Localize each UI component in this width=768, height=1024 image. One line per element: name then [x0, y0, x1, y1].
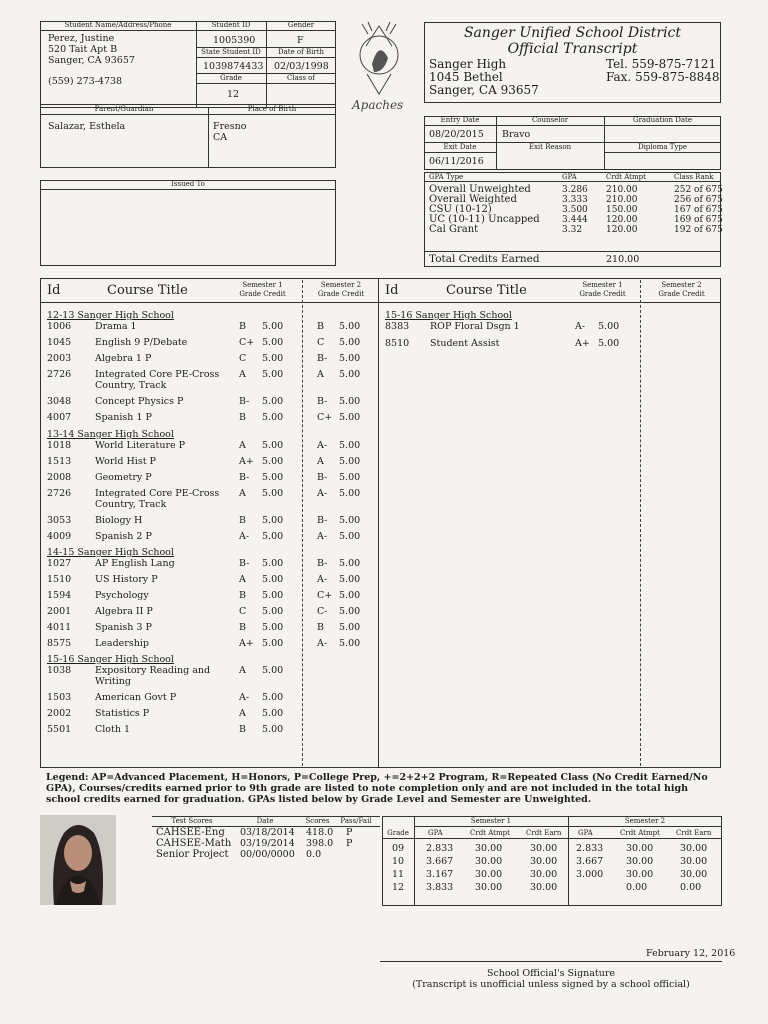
- sem1-grade: A+: [239, 456, 254, 467]
- sem1-grade: C: [239, 606, 247, 617]
- header-test-date: Date: [256, 817, 274, 825]
- sem2-credit: 5.00: [339, 606, 361, 617]
- student-address-2: Sanger, CA 93657: [48, 55, 135, 66]
- sem1-credits-attempted: 30.00: [475, 882, 503, 893]
- header-issued-to: Issued To: [40, 180, 336, 190]
- sem2-grade: A: [317, 369, 324, 380]
- sem1-credit: 5.00: [262, 606, 284, 617]
- sem2-gpa: 3.000: [576, 869, 604, 880]
- course-title: American Govt P: [95, 692, 177, 703]
- term-heading: 15-16 Sanger High School: [47, 654, 174, 665]
- sem2-credit: 5.00: [339, 622, 361, 633]
- course-row: [47, 708, 377, 719]
- sem1-credit: 5.00: [262, 665, 284, 676]
- header-pass-fail: Pass/Fail: [340, 817, 372, 825]
- issued-to-box: [40, 180, 336, 266]
- sem2-grade: B-: [317, 472, 328, 483]
- course-title: Spanish 2 P: [95, 531, 152, 542]
- course-row: [47, 488, 377, 510]
- sem1-grade: C+: [239, 337, 255, 348]
- sem2-credit: 5.00: [339, 638, 361, 649]
- course-id: 8383: [385, 321, 410, 332]
- student-name: Perez, Justine: [48, 33, 115, 44]
- course-title: Spanish 1 P: [95, 412, 152, 423]
- header-sem1-crdt-atmpt: Crdt Atmpt: [470, 829, 510, 837]
- course-id: 5501: [47, 724, 72, 735]
- sem2-credits-earned: 0.00: [680, 882, 702, 893]
- header-exit-reason: Exit Reason: [528, 143, 572, 151]
- header-right-sem1: Semester 1: [582, 281, 623, 289]
- course-id: 1006: [47, 321, 72, 332]
- sem1-credit: 5.00: [262, 412, 284, 423]
- transcript-title: Official Transcript: [507, 41, 638, 57]
- course-id: 4009: [47, 531, 72, 542]
- course-row: [47, 412, 377, 423]
- gpa-type: CSU (10-12): [429, 204, 492, 215]
- sem1-credit: 5.00: [262, 724, 284, 735]
- header-student-name: Student Name/Address/Phone: [40, 21, 196, 31]
- sem2-grade: A-: [317, 488, 328, 499]
- course-row: [47, 692, 377, 703]
- sem1-grade: A+: [239, 638, 254, 649]
- place-of-birth-city: Fresno: [213, 121, 247, 132]
- total-credits-value: 210.00: [606, 254, 640, 265]
- sem2-gpa: 3.667: [576, 856, 604, 867]
- gender: F: [297, 35, 304, 46]
- sem2-credit: 5.00: [339, 590, 361, 601]
- term-heading: 13-14 Sanger High School: [47, 429, 174, 440]
- sem1-credits-earned: 30.00: [530, 882, 558, 893]
- sem2-grade: B-: [317, 396, 328, 407]
- grade-level: 12: [391, 882, 405, 893]
- gpa-class-rank: 169 of 675: [674, 215, 723, 225]
- course-title: Statistics P: [95, 708, 150, 719]
- sem2-credit: 5.00: [339, 574, 361, 585]
- issue-date: February 12, 2016: [646, 948, 736, 959]
- school-tel: Tel. 559-875-7121: [606, 57, 717, 71]
- sem1-credit: 5.00: [262, 396, 284, 407]
- sem2-credits-attempted: 30.00: [626, 869, 654, 880]
- sem2-credit: 5.00: [339, 558, 361, 569]
- course-row: [47, 337, 377, 348]
- header-sem1-gpa: GPA: [428, 829, 443, 837]
- sem1-grade: B: [239, 622, 246, 633]
- course-id: 1018: [47, 440, 72, 451]
- legend-text: Legend: AP=Advanced Placement, H=Honors, P=College Prep, +=2+2+2 Program, R=Repeated Class (No Credit Earned/No GPA), Courses/credits earned prior to 9th grade are listed to note completion only and are not included in the total high school credits earned for graduation. GPAs listed below by Grade Level and Semester are Unweighted.: [46, 772, 708, 805]
- course-title: Integrated Core PE-Cross Country, Track: [95, 369, 220, 391]
- header-grade-col: Grade: [387, 829, 409, 837]
- sem1-grade: C: [239, 353, 247, 364]
- course-title: Cloth 1: [95, 724, 131, 735]
- sem1-credit: 5.00: [262, 353, 284, 364]
- district-title: Sanger Unified School District: [463, 25, 682, 41]
- sem1-credit: 5.00: [262, 321, 284, 332]
- sem1-credit: 5.00: [262, 531, 284, 542]
- gpa-class-rank: 167 of 675: [674, 205, 723, 215]
- sem2-credit: 5.00: [339, 369, 361, 380]
- course-row: [47, 515, 377, 526]
- header-gpa-type: GPA Type: [429, 173, 464, 181]
- sem2-credits-earned: 30.00: [680, 843, 708, 854]
- course-row: [47, 724, 377, 735]
- course-id: 1513: [47, 456, 72, 467]
- sem2-credit: 5.00: [339, 488, 361, 499]
- sem1-gpa: 3.667: [426, 856, 454, 867]
- sem2-grade: C+: [317, 590, 333, 601]
- sem1-grade: A: [239, 665, 246, 676]
- sem1-credit: 5.00: [262, 638, 284, 649]
- sem2-grade: A: [317, 456, 324, 467]
- parent-guardian: Salazar, Esthela: [48, 121, 126, 132]
- apaches-logo: [348, 20, 410, 116]
- gpa-class-rank: 252 of 675: [674, 185, 723, 195]
- sem1-credits-attempted: 30.00: [475, 843, 503, 854]
- course-title: Integrated Core PE-Cross Country, Track: [95, 488, 220, 510]
- course-row: [47, 574, 377, 585]
- sem2-grade: B-: [317, 558, 328, 569]
- header-sem2-gpa: GPA: [578, 829, 593, 837]
- gpa-type: Overall Unweighted: [429, 184, 531, 195]
- sem1-credits-earned: 30.00: [530, 843, 558, 854]
- header-test-scores: Test Scores: [171, 817, 213, 825]
- course-id: 8510: [385, 338, 410, 349]
- gpa-value: 3.286: [562, 185, 588, 195]
- sem2-grade: B: [317, 622, 324, 633]
- sem1-grade: B-: [239, 472, 250, 483]
- course-title: World Literature P: [95, 440, 186, 451]
- course-title: Algebra II P: [95, 606, 153, 617]
- header-left-id: Id: [47, 283, 61, 298]
- header-gender: Gender: [266, 21, 336, 31]
- header-left-course-title: Course Title: [107, 283, 188, 298]
- course-title: US History P: [95, 574, 158, 585]
- sem2-credits-attempted: 30.00: [626, 843, 654, 854]
- course-row: [385, 321, 715, 332]
- course-id: 1027: [47, 558, 72, 569]
- sem1-credit: 5.00: [262, 369, 284, 380]
- sem1-grade: A: [239, 369, 246, 380]
- total-credits-label: Total Credits Earned: [429, 253, 540, 265]
- sem2-credit: 5.00: [339, 337, 361, 348]
- header-exit-date: Exit Date: [424, 143, 496, 153]
- gpa-type: UC (10-11) Uncapped: [429, 214, 540, 225]
- grade-level: 11: [391, 869, 405, 880]
- gpa-credits: 210.00: [606, 185, 638, 195]
- header-right-sem1-sub: Grade Credit: [579, 290, 626, 298]
- header-left-sem1: Semester 1: [242, 281, 283, 289]
- sem1-credit: 5.00: [262, 337, 284, 348]
- course-row: [47, 531, 377, 542]
- test-name: Senior Project: [156, 849, 229, 860]
- school-name: Sanger High: [429, 57, 507, 71]
- sem2-gpa: 2.833: [576, 843, 604, 854]
- course-title: English 9 P/Debate: [95, 337, 188, 348]
- course-id: 2726: [47, 369, 72, 380]
- sem1-grade: A-: [575, 321, 586, 332]
- sem1-grade: B: [239, 724, 246, 735]
- sem1-gpa: 2.833: [426, 843, 454, 854]
- sem2-grade: A-: [317, 440, 328, 451]
- school-street: 1045 Bethel: [429, 70, 503, 84]
- student-photo-icon: [40, 815, 116, 905]
- header-left-sem2: Semester 2: [320, 281, 362, 289]
- signature-note: (Transcript is unofficial unless signed by a school official): [412, 979, 690, 990]
- header-grade-sem1: Semester 1: [470, 817, 512, 825]
- sem1-grade: B: [239, 321, 246, 332]
- course-row: [47, 590, 377, 601]
- signature-label: School Official's Signature: [486, 968, 616, 979]
- sem1-credit: 5.00: [262, 692, 284, 703]
- course-id: 4011: [47, 622, 72, 633]
- course-row: [47, 353, 377, 364]
- sem1-grade: A: [239, 574, 246, 585]
- course-id: 1510: [47, 574, 72, 585]
- gpa-credits: 120.00: [606, 215, 638, 225]
- course-id: 1594: [47, 590, 72, 601]
- course-id: 2002: [47, 708, 72, 719]
- header-sem2-crdt-atmpt: Crdt Atmpt: [620, 829, 660, 837]
- header-diploma-type: Diploma Type: [604, 143, 721, 153]
- sem1-grade: A-: [239, 692, 250, 703]
- entry-date: 08/20/2015: [429, 129, 484, 140]
- course-id: 2008: [47, 472, 72, 483]
- sem2-grade: C-: [317, 606, 328, 617]
- sem2-grade: A-: [317, 531, 328, 542]
- term-heading: 12-13 Sanger High School: [47, 310, 174, 321]
- course-title: Geometry P: [95, 472, 152, 483]
- sem1-credit: 5.00: [262, 440, 284, 451]
- course-row: [47, 665, 377, 687]
- header-class-of: Class of: [266, 74, 336, 84]
- course-row: [47, 606, 377, 617]
- test-date: 03/18/2014: [240, 827, 295, 838]
- sem2-credits-attempted: 0.00: [626, 882, 648, 893]
- header-sem2-crdt-earn: Crdt Earn: [676, 829, 712, 837]
- sem2-credit: 5.00: [339, 412, 361, 423]
- gpa-credits: 150.00: [606, 205, 638, 215]
- header-grade: Grade: [196, 74, 266, 84]
- course-title: Drama 1: [95, 321, 137, 332]
- gpa-type: Cal Grant: [429, 224, 479, 235]
- course-id: 2726: [47, 488, 72, 499]
- course-row: [47, 321, 377, 332]
- grade-level: 10: [391, 856, 405, 867]
- course-id: 1045: [47, 337, 72, 348]
- header-counselor: Counselor: [496, 116, 604, 126]
- sem2-grade: B: [317, 321, 324, 332]
- term-heading: 15-16 Sanger High School: [385, 310, 512, 321]
- school-fax: Fax. 559-875-8848: [606, 70, 720, 84]
- course-id: 1038: [47, 665, 72, 676]
- header-dob: Date of Birth: [266, 48, 336, 58]
- sem1-credit: 5.00: [262, 515, 284, 526]
- sem1-credit: 5.00: [262, 488, 284, 499]
- sem2-credit: 5.00: [339, 456, 361, 467]
- sem2-credit: 5.00: [339, 472, 361, 483]
- course-row: [47, 456, 377, 467]
- sem1-grade: A: [239, 708, 246, 719]
- grade-level: 09: [391, 843, 405, 854]
- sem1-credits-earned: 30.00: [530, 856, 558, 867]
- sem1-grade: B-: [239, 396, 250, 407]
- test-score: 418.0: [306, 827, 334, 838]
- gpa-credits: 120.00: [606, 225, 638, 235]
- school-city: Sanger, CA 93657: [429, 83, 539, 97]
- sem1-credit: 5.00: [598, 338, 620, 349]
- header-class-rank: Class Rank: [674, 173, 714, 181]
- course-row: [47, 472, 377, 483]
- gpa-class-rank: 256 of 675: [674, 195, 723, 205]
- header-gpa: GPA: [562, 173, 577, 181]
- sem2-credits-earned: 30.00: [680, 869, 708, 880]
- sem1-credit: 5.00: [262, 472, 284, 483]
- test-score: 398.0: [306, 838, 334, 849]
- header-graduation-date: Graduation Date: [604, 116, 721, 126]
- sem2-grade: A-: [317, 574, 328, 585]
- test-date: 00/00/0000: [240, 849, 295, 860]
- course-row: [385, 338, 715, 349]
- course-id: 4007: [47, 412, 72, 423]
- sem2-credit: 5.00: [339, 515, 361, 526]
- sem1-grade: A-: [239, 531, 250, 542]
- course-title: Concept Physics P: [95, 396, 184, 407]
- sem2-credit: 5.00: [339, 440, 361, 451]
- sem2-grade: B-: [317, 515, 328, 526]
- gpa-credits: 210.00: [606, 195, 638, 205]
- header-sem1-crdt-earn: Crdt Earn: [526, 829, 562, 837]
- gpa-class-rank: 192 of 675: [674, 225, 723, 235]
- term-heading: 14-15 Sanger High School: [47, 547, 174, 558]
- date-of-birth: 02/03/1998: [274, 61, 329, 72]
- course-title: Expository Reading and Writing: [95, 665, 211, 687]
- sem2-grade: C+: [317, 412, 333, 423]
- test-name: CAHSEE-Math: [156, 838, 232, 849]
- test-name: CAHSEE-Eng: [156, 827, 225, 838]
- sem1-credit: 5.00: [262, 558, 284, 569]
- student-phone: (559) 273-4738: [48, 76, 123, 87]
- course-id: 3048: [47, 396, 72, 407]
- gpa-value: 3.444: [562, 215, 588, 225]
- gpa-value: 3.32: [562, 225, 583, 235]
- sem2-grade: A-: [317, 638, 328, 649]
- course-id: 2001: [47, 606, 72, 617]
- course-row: [47, 638, 377, 649]
- gpa-value: 3.333: [562, 195, 588, 205]
- sem1-grade: B: [239, 412, 246, 423]
- header-right-sem2-sub: Grade Credit: [658, 290, 705, 298]
- logo-text: Apaches: [352, 98, 404, 112]
- sem1-credits-attempted: 30.00: [475, 856, 503, 867]
- sem1-grade: B: [239, 515, 246, 526]
- sem1-credit: 5.00: [262, 590, 284, 601]
- course-id: 2003: [47, 353, 72, 364]
- sem2-credit: 5.00: [339, 531, 361, 542]
- sem1-grade: B-: [239, 558, 250, 569]
- sem1-gpa: 3.833: [426, 882, 454, 893]
- course-id: 3053: [47, 515, 72, 526]
- sem1-credit: 5.00: [262, 622, 284, 633]
- header-test-scores-col: Scores: [305, 817, 330, 825]
- course-title: ROP Floral Dsgn 1: [430, 321, 520, 332]
- course-title: Leadership: [95, 638, 149, 649]
- course-row: [47, 369, 377, 391]
- sem2-grade: C: [317, 337, 325, 348]
- header-right-sem2: Semester 2: [661, 281, 702, 289]
- sem1-grade: A: [239, 488, 246, 499]
- sem2-credit: 5.00: [339, 321, 361, 332]
- sem1-credit: 5.00: [598, 321, 620, 332]
- sem2-credits-attempted: 30.00: [626, 856, 654, 867]
- course-title: Algebra 1 P: [95, 353, 152, 364]
- header-left-sem1-sub: Grade Credit: [239, 290, 286, 298]
- gpa-value: 3.500: [562, 205, 588, 215]
- header-state-id: State Student ID: [196, 48, 266, 58]
- course-row: [47, 558, 377, 569]
- course-title: Spanish 3 P: [95, 622, 152, 633]
- sem1-credits-earned: 30.00: [530, 869, 558, 880]
- test-date: 03/19/2014: [240, 838, 295, 849]
- counselor: Bravo: [502, 129, 531, 140]
- course-title: Psychology: [95, 590, 149, 601]
- student-address-1: 520 Tait Apt B: [48, 44, 118, 55]
- header-entry-date: Entry Date: [424, 116, 496, 126]
- sem1-grade: A+: [575, 338, 590, 349]
- course-title: Student Assist: [430, 338, 500, 349]
- sem1-gpa: 3.167: [426, 869, 454, 880]
- exit-date: 06/11/2016: [429, 156, 484, 167]
- course-title: AP English Lang: [95, 558, 175, 569]
- course-row: [47, 622, 377, 633]
- sem2-credits-earned: 30.00: [680, 856, 708, 867]
- state-student-id: 1039874433: [203, 61, 264, 72]
- gpa-type: Overall Weighted: [429, 194, 517, 205]
- sem1-credit: 5.00: [262, 574, 284, 585]
- student-photo: [40, 815, 116, 905]
- place-of-birth-state: CA: [213, 132, 228, 143]
- header-right-id: Id: [385, 283, 399, 298]
- sem2-credit: 5.00: [339, 396, 361, 407]
- course-row: [47, 396, 377, 407]
- sem1-credit: 5.00: [262, 708, 284, 719]
- course-id: 1503: [47, 692, 72, 703]
- course-title: World Hist P: [95, 456, 156, 467]
- sem2-credit: 5.00: [339, 353, 361, 364]
- course-id: 8575: [47, 638, 72, 649]
- sem1-grade: B: [239, 590, 246, 601]
- test-pass-fail: P: [346, 838, 353, 849]
- test-score: 0.0: [306, 849, 322, 860]
- test-pass-fail: P: [346, 827, 353, 838]
- grade: 12: [227, 89, 240, 100]
- sem1-grade: A: [239, 440, 246, 451]
- sem1-credits-attempted: 30.00: [475, 869, 503, 880]
- sem1-credit: 5.00: [262, 456, 284, 467]
- header-parent: Parent/Guardian: [40, 104, 208, 115]
- header-student-id: Student ID: [196, 21, 266, 31]
- sem2-grade: B-: [317, 353, 328, 364]
- student-id: 1005390: [213, 35, 256, 46]
- header-right-course-title: Course Title: [446, 283, 527, 298]
- course-title: Biology H: [95, 515, 143, 526]
- header-crdt-atmpt: Crdt Atmpt: [606, 173, 646, 181]
- course-row: [47, 440, 377, 451]
- header-left-sem2-sub: Grade Credit: [317, 290, 365, 298]
- header-grade-sem2: Semester 2: [624, 817, 666, 825]
- header-place-of-birth: Place of Birth: [208, 104, 336, 115]
